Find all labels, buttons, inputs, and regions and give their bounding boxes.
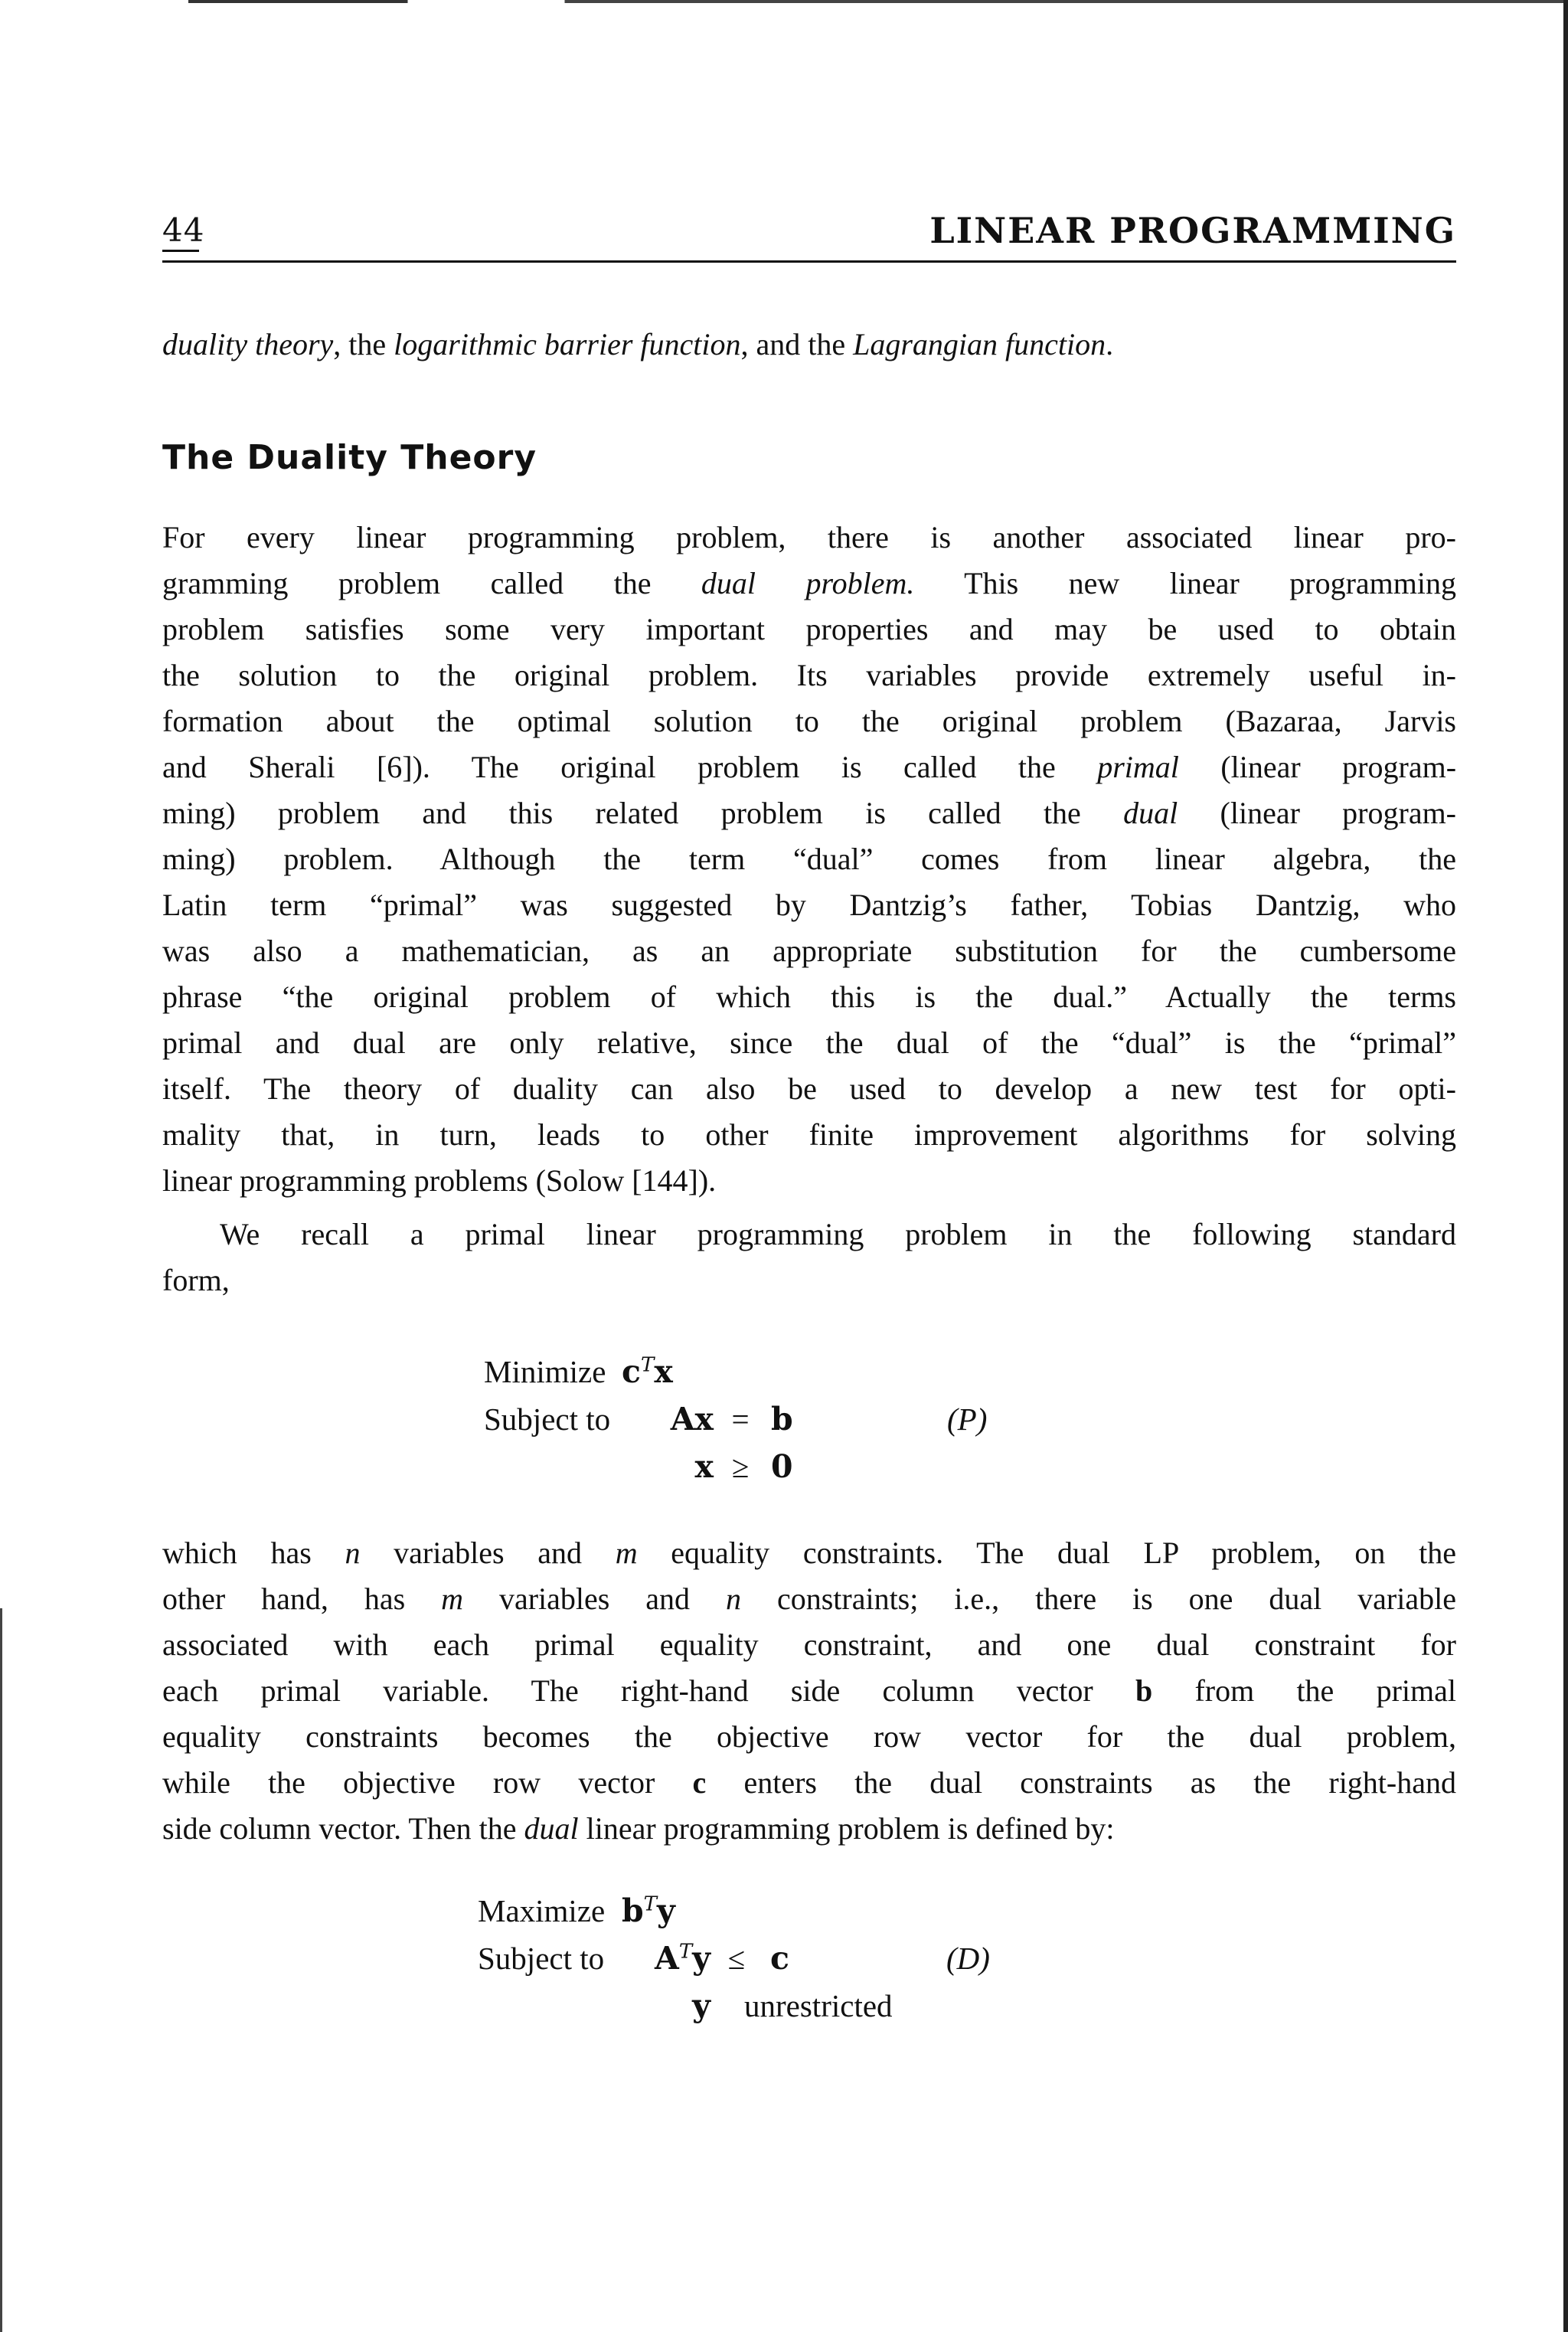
transpose-superscript: T xyxy=(643,1892,658,1916)
greater-equal-sign: ≥ xyxy=(731,1449,750,1484)
dual-problem-tag: (D) xyxy=(946,1941,990,1976)
vector-x: x xyxy=(654,1353,673,1390)
text-line xyxy=(162,561,1456,607)
vector-y: y xyxy=(657,1892,675,1929)
primal-constraint-keyword: Subject to xyxy=(484,1401,611,1437)
paragraph-primal-intro xyxy=(162,1212,1456,1303)
page-number: 44 xyxy=(162,211,205,249)
text-line: form, xyxy=(162,1263,230,1297)
primal-objective-keyword: Minimize xyxy=(484,1354,606,1389)
text-line xyxy=(162,1668,1456,1714)
scan-edge-right xyxy=(1563,0,1568,2332)
dual-objective-row xyxy=(478,1887,1243,1935)
primal-sign-rhs: 0 xyxy=(771,1448,793,1485)
dual-objective-keyword: Maximize xyxy=(478,1893,606,1928)
text-fragment: (linear program- xyxy=(1178,750,1457,784)
italic-term: dual problem. xyxy=(701,566,915,600)
text-fragment: constraints; i.e., there is one dual variable xyxy=(741,1581,1456,1616)
text-line: the solution to the original problem. Its variables provide extremely useful in- xyxy=(162,658,1456,692)
text-fragment: linear programming problem is defined by: xyxy=(578,1811,1115,1846)
primal-sign-row xyxy=(484,1443,1250,1490)
math-variable-m: m xyxy=(615,1536,638,1570)
text-fragment: other hand, has xyxy=(162,1581,442,1616)
math-variable-n: n xyxy=(726,1581,741,1616)
dual-sign-row xyxy=(478,1982,1243,2029)
transpose-superscript: T xyxy=(678,1940,693,1964)
page-number-underline xyxy=(162,250,199,252)
vector-c: c xyxy=(692,1765,707,1800)
text-fragment: ming) problem and this related problem is called the xyxy=(162,796,1124,830)
text-fragment: This new linear programming xyxy=(914,566,1457,600)
text-fragment: gramming problem called the xyxy=(162,566,701,600)
primal-constraint-rhs: b xyxy=(771,1401,793,1437)
math-variable-m: m xyxy=(441,1581,464,1616)
intro-line xyxy=(162,322,1456,368)
text-line: ming) problem. Although the term “dual” comes from linear algebra, the xyxy=(162,842,1456,876)
dual-constraint-row xyxy=(478,1935,1243,1982)
paragraph-duality xyxy=(162,515,1456,1204)
vector-b: b xyxy=(1135,1673,1153,1708)
text-fragment: from the primal xyxy=(1152,1673,1456,1708)
text-fragment: while the objective row vector xyxy=(162,1765,693,1800)
text-fragment: and Sherali [6]). The original problem is called the xyxy=(162,750,1098,784)
text-fragment: which has xyxy=(162,1536,345,1570)
text-line: itself. The theory of duality can also be used to develop a new test for opti- xyxy=(162,1071,1456,1106)
text-line: problem satisfies some very important properties and may be used to obtain xyxy=(162,612,1456,646)
text-line: was also a mathematician, as an appropriate substitution for the cumbersome xyxy=(162,934,1456,968)
text-line: equality constraints becomes the objective row vector for the dual problem, xyxy=(162,1719,1456,1754)
italic-term: primal xyxy=(1097,750,1179,784)
equals-sign: = xyxy=(731,1401,750,1437)
text-fragment: . xyxy=(1106,327,1114,361)
less-equal-sign: ≤ xyxy=(727,1941,746,1976)
primal-constraint-row xyxy=(484,1395,1250,1443)
text-line: For every linear programming problem, there is another associated linear pro- xyxy=(162,520,1456,554)
vector-b: b xyxy=(622,1892,644,1929)
text-fragment: equality constraints. The dual LP problem, on the xyxy=(637,1536,1456,1570)
text-line xyxy=(162,1760,1456,1806)
paragraph-dual-description xyxy=(162,1530,1456,1852)
text-line xyxy=(162,1806,1456,1852)
text-line: primal and dual are only relative, since the dual of the “dual” is the “primal” xyxy=(162,1025,1456,1060)
italic-term: duality theory xyxy=(162,327,334,361)
matrix-a: A xyxy=(655,1940,679,1977)
primal-problem xyxy=(484,1348,1250,1490)
vector-y: y xyxy=(692,1940,710,1977)
text-line xyxy=(162,322,1456,368)
text-line xyxy=(162,1530,1456,1576)
text-line: mality that, in turn, leads to other finite improvement algorithms for solving xyxy=(162,1117,1456,1152)
text-line xyxy=(162,1576,1456,1622)
primal-sign-lhs: x xyxy=(694,1448,714,1485)
dual-constraint-lhs xyxy=(622,1935,710,1982)
text-fragment: each primal variable. The right-hand side column vector xyxy=(162,1673,1135,1708)
dual-problem xyxy=(478,1887,1243,2029)
text-line: associated with each primal equality constraint, and one dual constraint for xyxy=(162,1627,1456,1662)
scan-edge-left xyxy=(0,1608,2,2332)
dual-sign-lhs: y xyxy=(692,1987,710,2024)
primal-problem-tag: (P) xyxy=(947,1401,988,1437)
italic-term: Lagrangian function xyxy=(853,327,1106,361)
text-fragment: , and the xyxy=(740,327,854,361)
chapter-title: LINEAR PROGRAMMING xyxy=(929,210,1456,251)
italic-term: dual xyxy=(1123,796,1178,830)
section-heading: The Duality Theory xyxy=(162,438,537,477)
text-fragment: variables and xyxy=(463,1581,726,1616)
text-line xyxy=(162,744,1456,790)
transpose-superscript: T xyxy=(640,1353,655,1377)
text-line: We recall a primal linear programming problem in the following standard xyxy=(220,1217,1456,1251)
running-header xyxy=(162,201,1456,263)
text-line: linear programming problems (Solow [144]). xyxy=(162,1163,717,1198)
text-fragment: (linear program- xyxy=(1178,796,1457,830)
text-line: formation about the optimal solution to the original problem (Bazaraa, Jarvis xyxy=(162,704,1456,738)
dual-constraint-rhs: c xyxy=(770,1940,789,1977)
text-fragment: enters the dual constraints as the right-hand xyxy=(706,1765,1456,1800)
text-fragment: side column vector. Then the xyxy=(162,1811,524,1846)
dual-objective-expression xyxy=(622,1887,675,1935)
dual-constraint-keyword: Subject to xyxy=(478,1941,605,1976)
italic-term: logarithmic barrier function xyxy=(394,327,741,361)
text-fragment: , the xyxy=(333,327,394,361)
primal-constraint-lhs: Ax xyxy=(670,1401,714,1437)
dual-sign-rhs: unrestricted xyxy=(744,1988,893,2023)
scan-edge-top xyxy=(0,0,1568,3)
primal-objective-expression xyxy=(622,1348,673,1395)
italic-term: dual xyxy=(524,1811,579,1846)
text-line xyxy=(162,790,1456,836)
text-line: Latin term “primal” was suggested by Dantzig’s father, Tobias Dantzig, who xyxy=(162,888,1456,922)
vector-c: c xyxy=(622,1353,641,1390)
text-line: phrase “the original problem of which this is the dual.” Actually the terms xyxy=(162,980,1456,1014)
text-fragment: variables and xyxy=(360,1536,616,1570)
math-variable-n: n xyxy=(345,1536,361,1570)
